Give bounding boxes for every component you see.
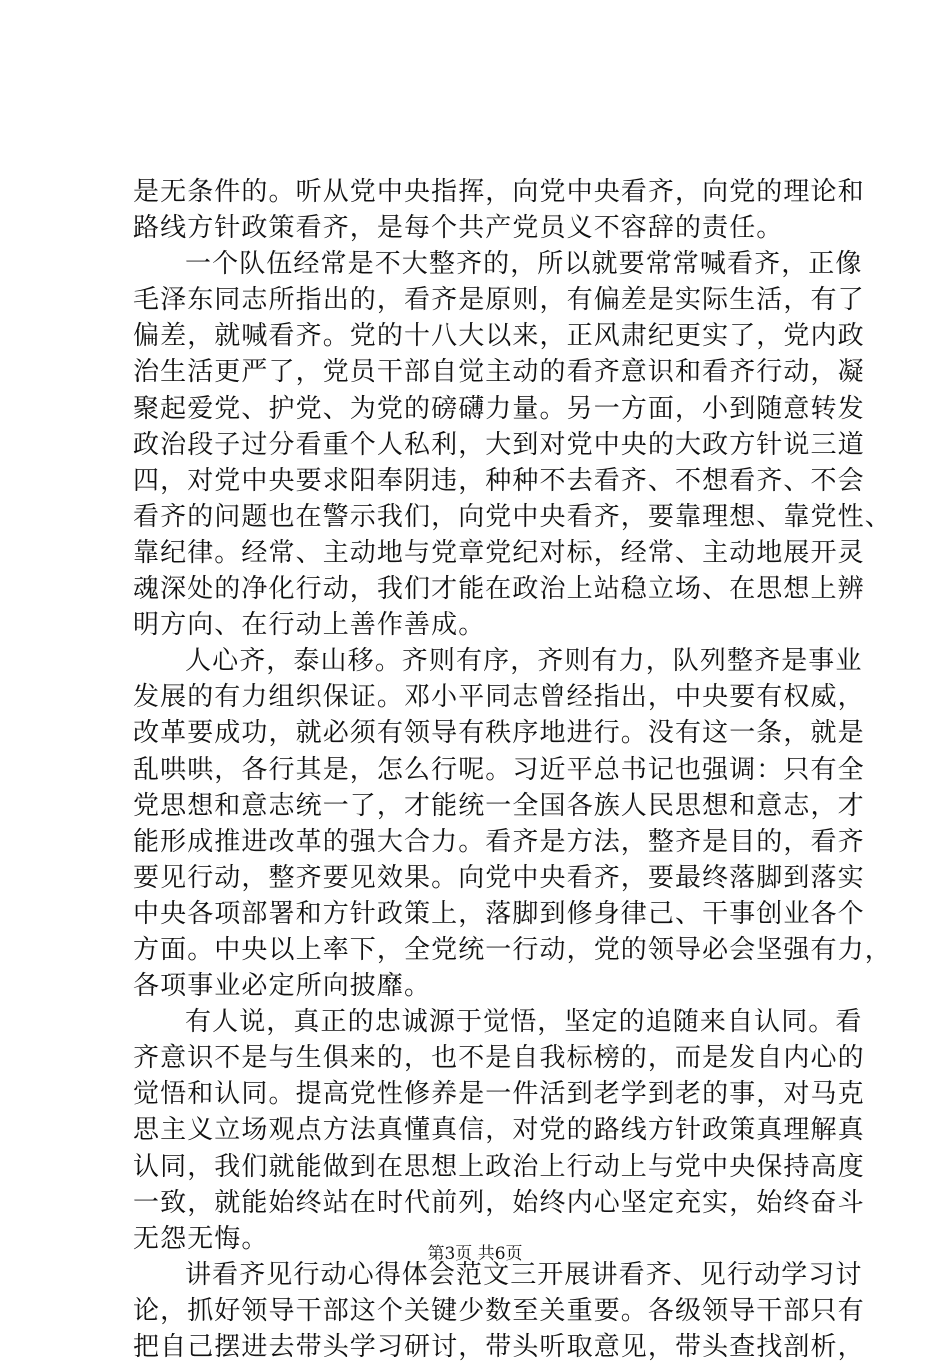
page-footer: 第3页 共6页 — [427, 1244, 523, 1264]
text-line: 有人说，真正的忠诚源于觉悟，坚定的追随来自认同。看 — [185, 1007, 863, 1038]
body-text — [133, 174, 892, 1365]
text-line: 齐意识不是与生俱来的，也不是自我标榜的，而是发自内心的 — [133, 1043, 865, 1074]
text-line: 无怨无悔。 — [133, 1223, 269, 1254]
text-line: 偏差，就喊看齐。党的十八大以来，正风肃纪更实了，党内政 — [133, 321, 865, 352]
text-line: 乱哄哄，各行其是，怎么行呢。习近平总书记也强调：只有全 — [133, 754, 865, 785]
paragraph — [133, 246, 892, 643]
text-line: 思主义立场观点方法真懂真信，对党的路线方针政策真理解真 — [133, 1115, 865, 1146]
text-line: 人心齐，泰山移。齐则有序，齐则有力，队列整齐是事业 — [185, 646, 863, 677]
paragraph — [133, 643, 892, 1004]
text-line: 要见行动，整齐要见效果。向党中央看齐，要最终落脚到落实 — [133, 862, 865, 893]
text-line: 路线方针政策看齐，是每个共产党员义不容辞的责任。 — [133, 213, 784, 244]
text-line: 党思想和意志统一了，才能统一全国各族人民思想和意志，才 — [133, 790, 865, 821]
text-line: 讲看齐见行动心得体会范文三开展讲看齐、见行动学习讨 — [185, 1259, 863, 1290]
text-line: 一致，就能始终站在时代前列，始终内心坚定充实，始终奋斗 — [133, 1187, 865, 1218]
paragraph — [133, 1004, 865, 1257]
text-line: 发展的有力组织保证。邓小平同志曾经指出，中央要有权威， — [133, 682, 865, 713]
text-line: 四，对党中央要求阳奉阴违，种种不去看齐、不想看齐、不会 — [133, 465, 865, 496]
text-line: 一个队伍经常是不大整齐的，所以就要常常喊看齐，正像 — [185, 249, 863, 280]
text-line: 靠纪律。经常、主动地与党章党纪对标，经常、主动地展开灵 — [133, 537, 865, 568]
text-line: 能形成推进改革的强大合力。看齐是方法，整齐是目的，看齐 — [133, 826, 865, 857]
text-line: 明方向、在行动上善作善成。 — [133, 610, 486, 641]
text-line: 改革要成功，就必须有领导有秩序地进行。没有这一条，就是 — [133, 718, 865, 749]
text-line: 是无条件的。听从党中央指挥，向党中央看齐，向党的理论和 — [133, 177, 865, 207]
text-line: 治生活更严了，党员干部自觉主动的看齐意识和看齐行动，凝 — [133, 357, 865, 388]
text-line: 政治段子过分看重个人私利，大到对党中央的大政方针说三道 — [133, 429, 865, 460]
text-line: 论，抓好领导干部这个关键少数至关重要。各级领导干部只有 — [133, 1295, 865, 1326]
text-line: 方面。中央以上率下，全党统一行动，党的领导必会坚强有力， — [133, 934, 892, 965]
text-line: 认同，我们就能做到在思想上政治上行动上与党中央保持高度 — [133, 1151, 865, 1182]
text-line: 中央各项部署和方针政策上，落脚到修身律己、干事创业各个 — [133, 898, 865, 929]
paragraph — [133, 1257, 865, 1365]
text-line: 把自己摆进去带头学习研讨，带头听取意见，带头查找剖析， — [133, 1332, 865, 1362]
text-line: 看齐的问题也在警示我们，向党中央看齐，要靠理想、靠党性、 — [133, 501, 892, 532]
text-line: 各项事业必定所向披靡。 — [133, 971, 432, 1002]
text-line: 觉悟和认同。提高党性修养是一件活到老学到老的事，对马克 — [133, 1079, 865, 1110]
text-line: 毛泽东同志所指出的，看齐是原则，有偏差是实际生活，有了 — [133, 285, 865, 316]
text-line: 聚起爱党、护党、为党的磅礴力量。另一方面，小到随意转发 — [133, 393, 865, 424]
paragraph — [133, 174, 865, 246]
text-line: 魂深处的净化行动，我们才能在政治上站稳立场、在思想上辨 — [133, 574, 865, 605]
